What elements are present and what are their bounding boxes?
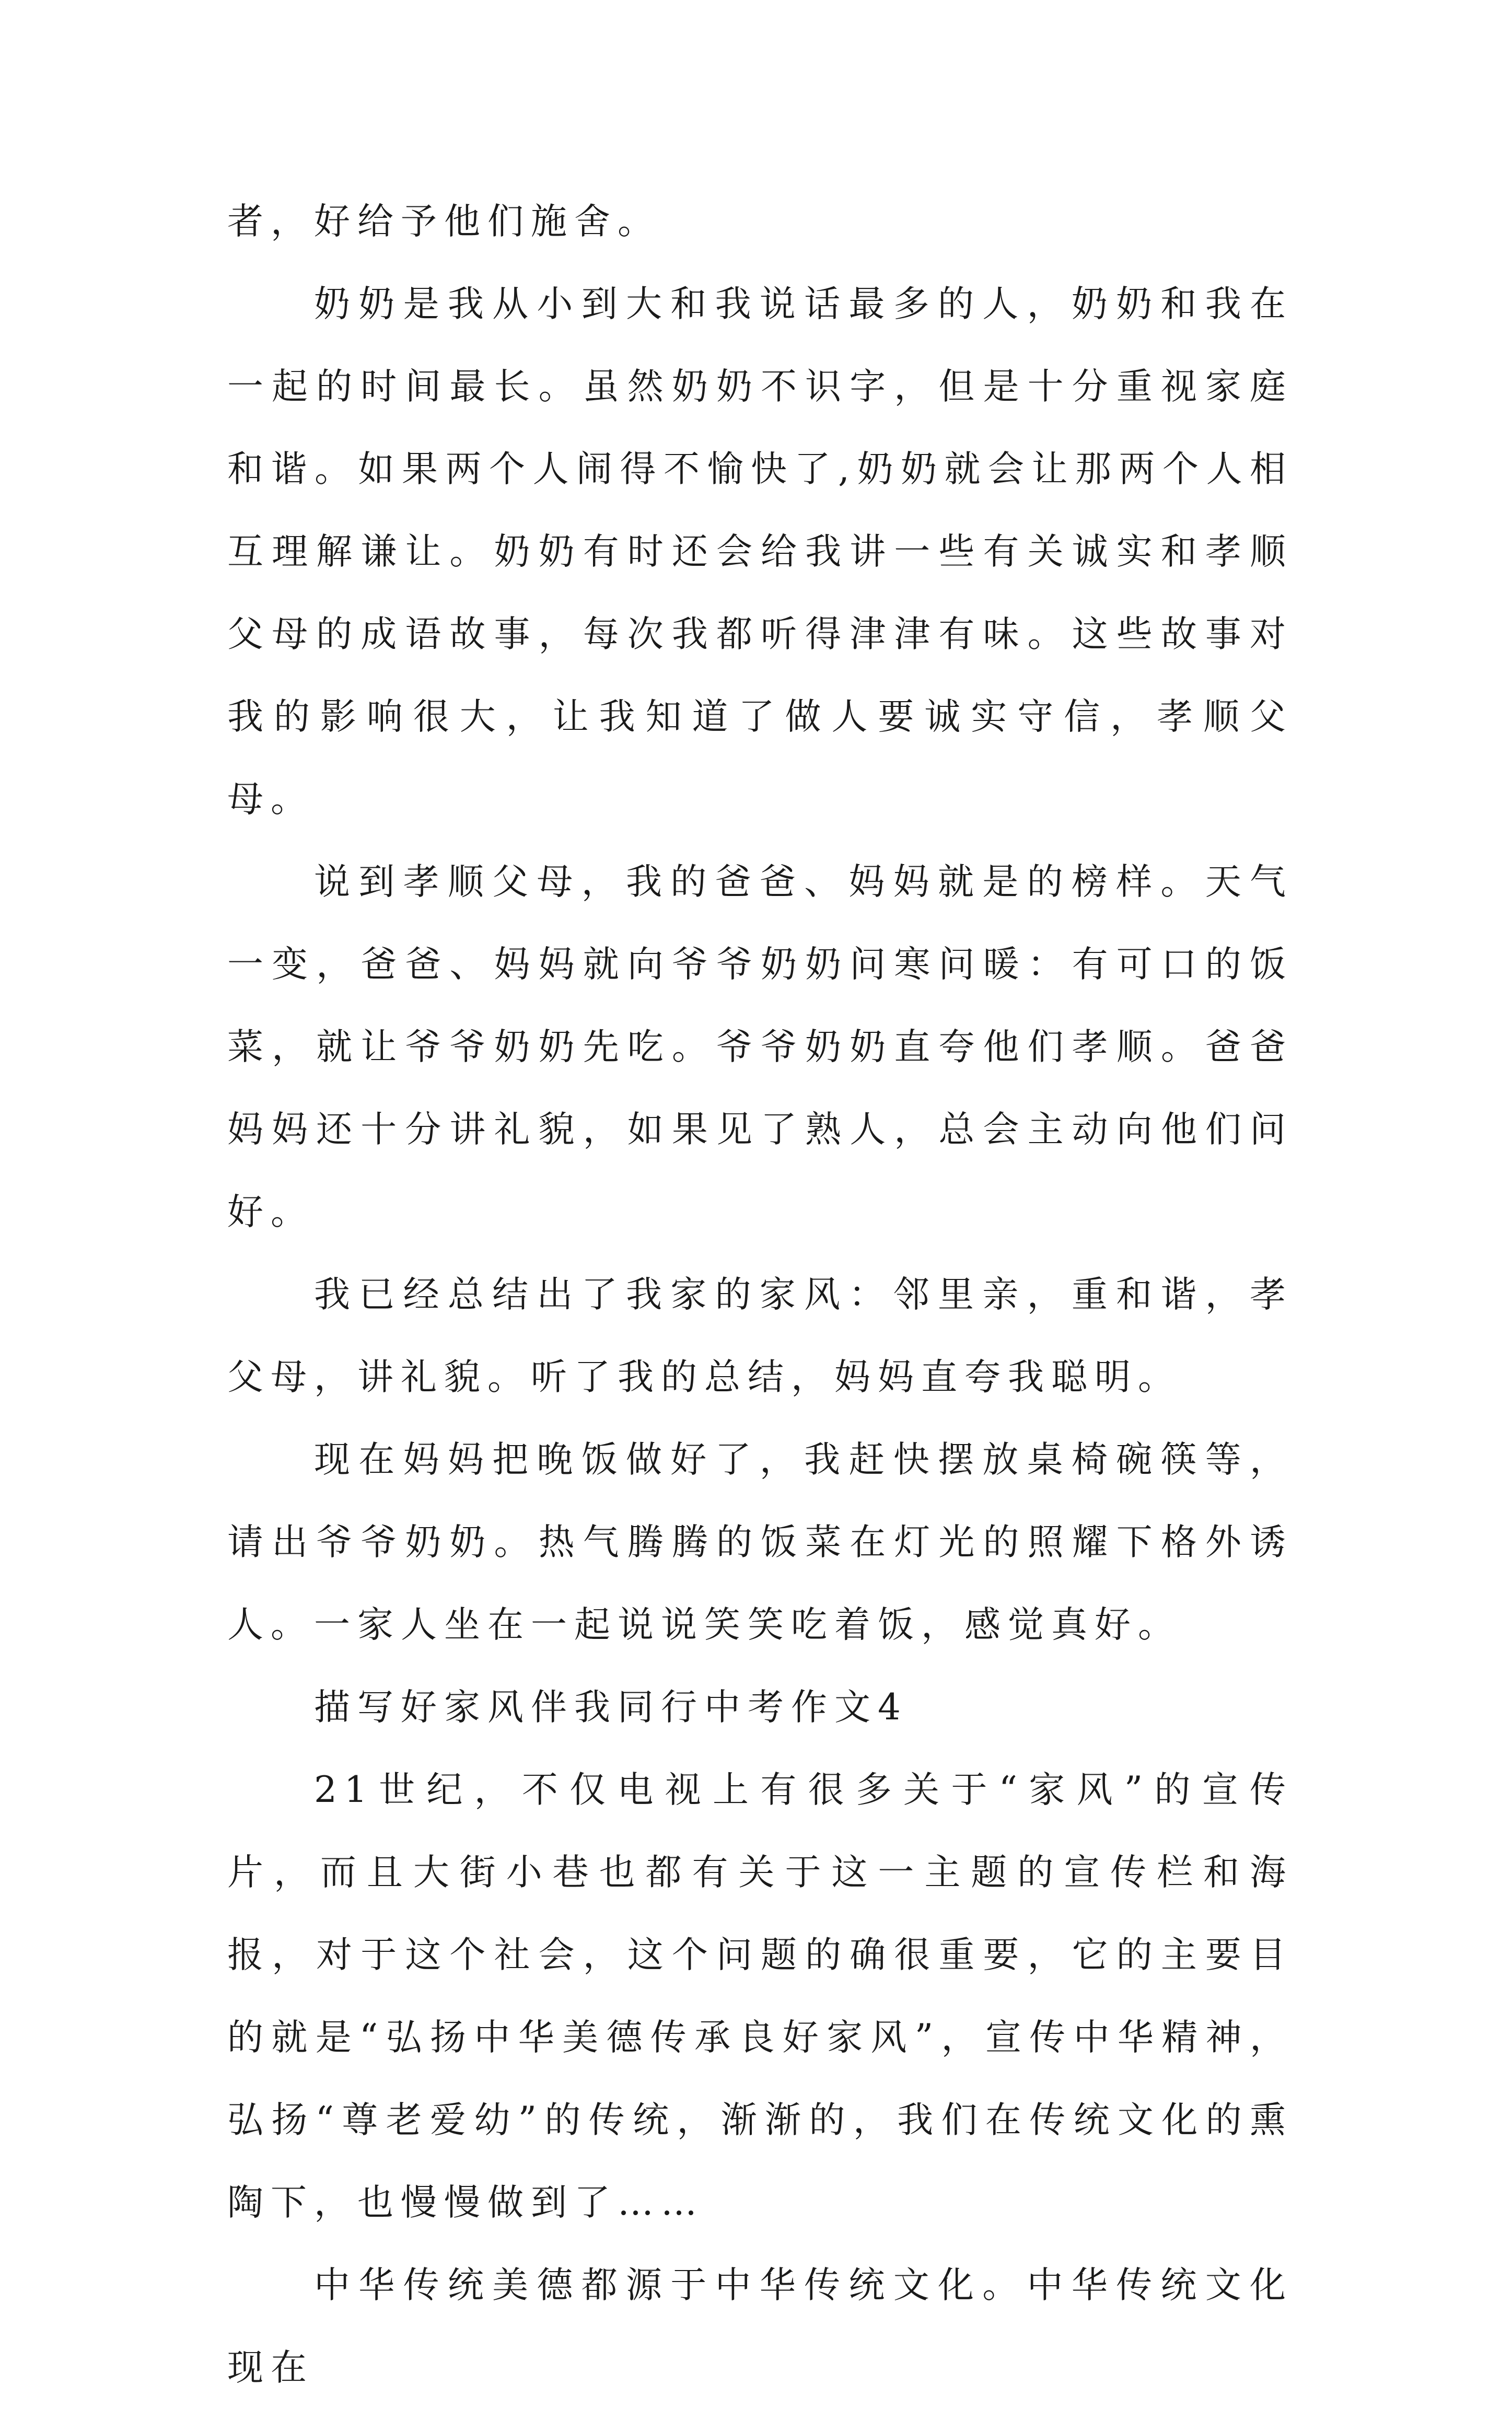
document-body — [227, 180, 1293, 2409]
paragraph-family-motto: 我已经总结出了我家的家风：邻里亲，重和谐，孝父母，讲礼貌。听了我的总结，妈妈直夸我聪明。 — [227, 1274, 1293, 1398]
paragraph-dinner: 现在妈妈把晚饭做好了，我赶快摆放桌椅碗筷等，请出爷爷奶奶。热气腾腾的饭菜在灯光的照耀下格外诱人。一家人坐在一起说说笑笑吃着饭，感觉真好。 — [227, 1439, 1293, 1646]
paragraph-parents: 说到孝顺父母，我的爸爸、妈妈就是的榜样。天气一变，爸爸、妈妈就向爷爷奶奶问寒问暖：有可口的饭菜，就让爷爷奶奶先吃。爷爷奶奶直夸他们孝顺。爸爸妈妈还十分讲礼貌，如果见了熟人，总会主动向他们问好。 — [227, 861, 1293, 1233]
paragraph-traditional-culture: 中华传统美德都源于中华传统文化。中华传统文化现在 — [227, 2264, 1293, 2389]
paragraph-grandmother: 奶奶是我从小到大和我说话最多的人，奶奶和我在一起的时间最长。虽然奶奶不识字，但是十分重视家庭和谐。如果两个人闹得不愉快了,奶奶就会让那两个人相互理解谦让。奶奶有时还会给我讲一些有关诚实和孝顺父母的成语故事，每次我都听得津津有味。这些故事对我的影响很大，让我知道了做人要诚实守信，孝顺父母。 — [227, 283, 1293, 820]
paragraph-21st-century: 21世纪，不仅电视上有很多关于“家风”的宣传片，而且大街小巷也都有关于这一主题的宣传栏和海报，对于这个社会，这个问题的确很重要，它的主要目的就是“弘扬中华美德传承良好家风”，宣传中华精神，弘扬“尊老爱幼”的传统，渐渐的，我们在传统文化的熏陶下，也慢慢做到了…… — [227, 1769, 1293, 2224]
paragraph-continuation: 者，好给予他们施舍。 — [227, 201, 661, 242]
essay-heading: 描写好家风伴我同行中考作文4 — [314, 1686, 908, 1728]
